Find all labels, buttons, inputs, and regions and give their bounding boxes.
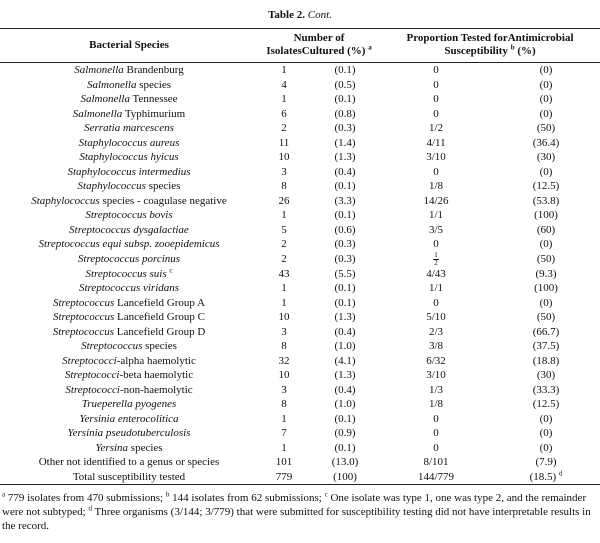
proportion-tested-cell: 8/101: [423, 456, 449, 468]
isolate-count-cell: 32: [278, 354, 290, 367]
isolate-percent-cell: (1.0): [334, 340, 356, 352]
proportion-percent-cell: (7.9): [535, 456, 557, 468]
species-cell: Yersina species: [95, 441, 163, 454]
proportion-percent-cell: (100): [534, 209, 558, 221]
proportion-tested-cell: 2/3: [428, 325, 444, 338]
proportion-tested-cell: 0: [433, 238, 439, 250]
proportion-tested-cell: 0: [433, 64, 439, 76]
proportion-percent-cell: (53.8): [532, 194, 560, 207]
isolate-percent-cell: (4.1): [334, 354, 356, 367]
proportion-tested-cell: 1/1: [428, 209, 444, 221]
species-cell: Streptococcus porcinus: [77, 252, 181, 265]
table-body: [0, 63, 600, 485]
proportion-tested-cell: 0: [433, 78, 439, 91]
isolate-percent-cell: (1.3): [334, 151, 356, 163]
proportion-percent-cell: (36.4): [532, 136, 560, 149]
proportion-tested-cell: 0: [433, 93, 439, 105]
isolate-count-cell: 101: [275, 456, 293, 468]
isolate-count-cell: 1: [281, 64, 287, 76]
proportion-percent-cell: (0): [539, 64, 553, 76]
isolate-count-cell: 1: [281, 296, 287, 309]
proportion-percent-cell: (50): [536, 252, 556, 265]
isolate-count-cell: 779: [258, 470, 310, 485]
isolate-count-cell: 43: [278, 267, 290, 280]
isolate-percent-cell: (0.4): [334, 325, 356, 338]
isolate-count-cell: 1: [281, 282, 287, 294]
proportion-percent-cell: (12.5): [532, 398, 560, 410]
proportion-percent-cell: (0): [539, 441, 553, 454]
proportion-percent-cell: (33.3): [532, 383, 560, 396]
proportion-tested-cell: 1/8: [428, 398, 444, 410]
species-cell: Staphylococcus intermedius: [67, 165, 191, 178]
isolate-count-cell: 10: [278, 151, 290, 163]
proportion-tested-cell: 3/10: [426, 369, 446, 381]
proportion-tested-cell: 1/3: [428, 383, 444, 396]
species-cell: Streptococci-non-haemolytic: [65, 383, 193, 396]
isolate-percent-cell: (0.1): [334, 209, 356, 221]
table-row: [0, 339, 600, 354]
isolate-percent-cell: (3.3): [334, 194, 356, 207]
species-cell: Yersinia pseudotuberculosis: [67, 427, 191, 439]
proportion-percent-cell: (100): [534, 282, 558, 294]
table-row: [0, 63, 600, 78]
isolate-count-cell: 2: [281, 122, 287, 134]
table-row: [0, 78, 600, 93]
species-cell: Streptococcus equi subsp. zooepidemicus: [38, 238, 220, 250]
table-row: [0, 107, 600, 122]
table-row: [0, 426, 600, 441]
proportion-tested-cell: 0: [433, 427, 439, 439]
isolate-count-cell: 10: [278, 369, 290, 381]
isolate-count-cell: 5: [281, 223, 287, 236]
table-row: [0, 208, 600, 223]
table-row: [0, 179, 600, 194]
table-row: [0, 441, 600, 456]
table-row: [0, 194, 600, 209]
isolate-percent-cell: (0.3): [334, 252, 356, 265]
table-row: [0, 397, 600, 412]
proportion-percent-cell: (0): [539, 412, 553, 425]
isolate-percent-cell: (0.8): [334, 107, 356, 120]
table-label: Table 2.: [268, 9, 305, 21]
species-cell: Yersinia enterocolitica: [79, 412, 179, 425]
isolate-percent-cell: (0.1): [334, 296, 356, 309]
isolate-percent-cell: (0.1): [334, 93, 356, 105]
table-row: [0, 165, 600, 180]
isolate-percent-cell: (1.3): [334, 311, 356, 323]
isolate-count-cell: 1: [281, 441, 287, 454]
isolate-count-cell: 11: [278, 136, 290, 149]
proportion-tested-cell: 3/10: [426, 151, 446, 163]
species-cell: Staphylococcus hyicus: [79, 151, 179, 163]
table-row: [0, 455, 600, 470]
proportion-percent-cell: (66.7): [532, 325, 560, 338]
table-row: [0, 150, 600, 165]
proportion-percent-cell: (37.5): [532, 340, 560, 352]
isolate-count-cell: 8: [281, 340, 287, 352]
stacked-fraction: $\frac{1}{2}$: [434, 250, 438, 267]
proportion-percent-cell: (0): [539, 78, 553, 91]
proportion-percent-cell: (60): [536, 223, 556, 236]
proportion-percent-cell: (0): [539, 296, 553, 309]
proportion-tested-cell: 1/8: [428, 180, 444, 192]
species-cell: Streptococcus suis $^c$: [85, 265, 173, 280]
isolate-count-cell: 3: [281, 383, 287, 396]
proportion-percent-cell: (30): [536, 369, 556, 381]
table-row: [0, 325, 600, 340]
isolate-percent-cell: (1.0): [334, 398, 356, 410]
isolate-percent-cell: (0.4): [334, 165, 356, 178]
isolate-count-cell: 2: [281, 238, 287, 250]
species-cell: Salmonella Typhimurium: [72, 107, 186, 120]
proportion-percent-cell: (0): [539, 238, 553, 250]
isolate-count-cell: 8: [281, 398, 287, 410]
species-cell: Streptococcus bovis: [85, 209, 173, 221]
isolate-percent-cell: (5.5): [334, 267, 356, 280]
table-row: [0, 412, 600, 427]
table-caption: [0, 8, 600, 22]
species-cell: Total susceptibility tested: [0, 470, 258, 485]
isolate-percent-cell: (0.1): [334, 64, 356, 76]
table-row: [0, 121, 600, 136]
proportion-tested-cell: 1/2: [428, 122, 444, 134]
isolate-percent-cell: (0.1): [334, 180, 356, 192]
species-cell: Streptococci-beta haemolytic: [64, 369, 194, 381]
species-cell: Streptococcus viridans: [78, 282, 180, 294]
isolate-percent-cell: (13.0): [331, 456, 359, 468]
proportion-percent-cell: (0): [539, 427, 553, 439]
proportion-percent-cell: (50): [536, 311, 556, 323]
proportion-tested-cell: 3/8: [428, 340, 444, 352]
isolate-percent-cell: (0.6): [334, 223, 356, 236]
proportion-tested-cell: 0: [433, 441, 439, 454]
species-cell: Salmonella Tennessee: [80, 93, 178, 105]
species-cell: Streptococcus species: [81, 340, 177, 352]
table-row: [0, 310, 600, 325]
isolate-percent-cell: (0.1): [334, 282, 356, 294]
proportion-percent-cell: (50): [536, 122, 556, 134]
isolate-percent-cell: (0.5): [334, 78, 356, 91]
isolate-percent-cell: (100): [310, 470, 380, 485]
table-continued-label: Cont.: [307, 9, 332, 21]
proportion-tested-cell: 6/32: [426, 354, 446, 367]
table-row: [0, 368, 600, 383]
isolate-percent-cell: (1.3): [334, 369, 356, 381]
isolate-count-cell: 4: [281, 78, 287, 91]
proportion-tested-cell: 4/43: [426, 267, 446, 280]
isolate-percent-cell: (0.1): [334, 441, 356, 454]
isolate-count-cell: 8: [281, 180, 287, 192]
isolate-percent-cell: (0.3): [334, 122, 356, 134]
proportion-percent-cell: (0): [539, 107, 553, 120]
isolate-count-cell: 1: [281, 209, 287, 221]
table-header-row: [0, 29, 600, 63]
isolate-count-cell: 3: [281, 165, 287, 178]
proportion-tested-cell: 1/1: [428, 282, 444, 294]
proportion-tested-cell: 0: [433, 107, 439, 120]
proportion-tested-cell: [380, 252, 492, 267]
proportion-percent-cell: (0): [539, 93, 553, 105]
table-row: [0, 267, 600, 282]
species-cell: Trueperella pyogenes: [81, 398, 177, 410]
document-page: [0, 8, 600, 543]
proportion-percent-cell: (30): [536, 151, 556, 163]
isolate-percent-cell: (0.4): [334, 383, 356, 396]
proportion-tested-cell: 3/5: [428, 223, 444, 236]
species-cell: Staphylococcus species - coagulase negative: [31, 194, 227, 207]
isolate-count-cell: 6: [281, 107, 287, 120]
table-row: [0, 296, 600, 311]
species-cell: Streptococci-alpha haemolytic: [62, 354, 196, 367]
proportion-tested-cell: 0: [433, 165, 439, 178]
isolate-count-cell: 10: [278, 311, 290, 323]
proportion-tested-cell: 144/779: [380, 470, 492, 485]
proportion-percent-cell: (12.5): [532, 180, 560, 192]
header-number-isolates: Number of IsolatesCultured (%) $^a$: [258, 29, 380, 63]
isolate-count-cell: 3: [281, 325, 287, 338]
table-row: [0, 237, 600, 252]
proportion-percent-cell: (0): [539, 165, 553, 178]
table-row: [0, 383, 600, 398]
species-cell: Streptococcus Lancefield Group D: [52, 325, 206, 338]
species-cell: Other not identified to a genus or species: [38, 456, 220, 468]
header-proportion-tested: Proportion Tested forAntimicrobial Susceptibility $^b$ (%): [380, 29, 600, 63]
species-cell: Serratia marcescens: [84, 122, 174, 134]
species-cell: Salmonella Brandenburg: [74, 64, 184, 76]
table-row: [0, 223, 600, 238]
header-species: Bacterial Species: [0, 29, 258, 63]
isolate-percent-cell: (0.3): [334, 238, 356, 250]
isolate-count-cell: 1: [281, 412, 287, 425]
isolate-percent-cell: (0.1): [334, 412, 356, 425]
proportion-tested-cell: 14/26: [423, 194, 449, 207]
table-row: [0, 92, 600, 107]
table-row: [0, 470, 600, 485]
isolates-table: [0, 28, 600, 485]
isolate-count-cell: 1: [281, 93, 287, 105]
isolate-count-cell: 26: [278, 194, 290, 207]
table-row: [0, 252, 600, 267]
species-cell: Streptococcus Lancefield Group A: [52, 296, 205, 309]
table-row: [0, 281, 600, 296]
species-cell: Salmonella species: [86, 78, 171, 91]
isolate-percent-cell: (0.9): [334, 427, 356, 439]
proportion-tested-cell: 0: [433, 296, 439, 309]
proportion-percent-cell: (18.5) $^d$: [492, 470, 600, 485]
table-row: [0, 354, 600, 369]
species-cell: Streptococcus Lancefield Group C: [52, 311, 205, 323]
proportion-percent-cell: (9.3): [535, 267, 557, 280]
proportion-tested-cell: 5/10: [426, 311, 446, 323]
isolate-percent-cell: (1.4): [334, 136, 356, 149]
proportion-tested-cell: 0: [433, 412, 439, 425]
proportion-tested-cell: 4/11: [426, 136, 446, 149]
species-cell: Staphylococcus species: [77, 180, 181, 192]
proportion-percent-cell: (18.8): [532, 354, 560, 367]
table-footnote: $^a$ 779 isolates from 470 submissions; $^b$ 144 isolates from 62 submissions; $^c$ One isolate was type 1, one was type 2, and the remainder were not subtyped; $^d$ Three organisms (3/144; 3/779) that were submitted for susceptibility testing did not have interpretable results in the record.: [2, 490, 591, 532]
isolate-count-cell: 2: [281, 252, 287, 265]
table-row: [0, 136, 600, 151]
isolate-count-cell: 7: [281, 427, 287, 439]
species-cell: Streptococcus dysgalactiae: [69, 223, 189, 236]
species-cell: Staphylococcus aureus: [78, 136, 180, 149]
